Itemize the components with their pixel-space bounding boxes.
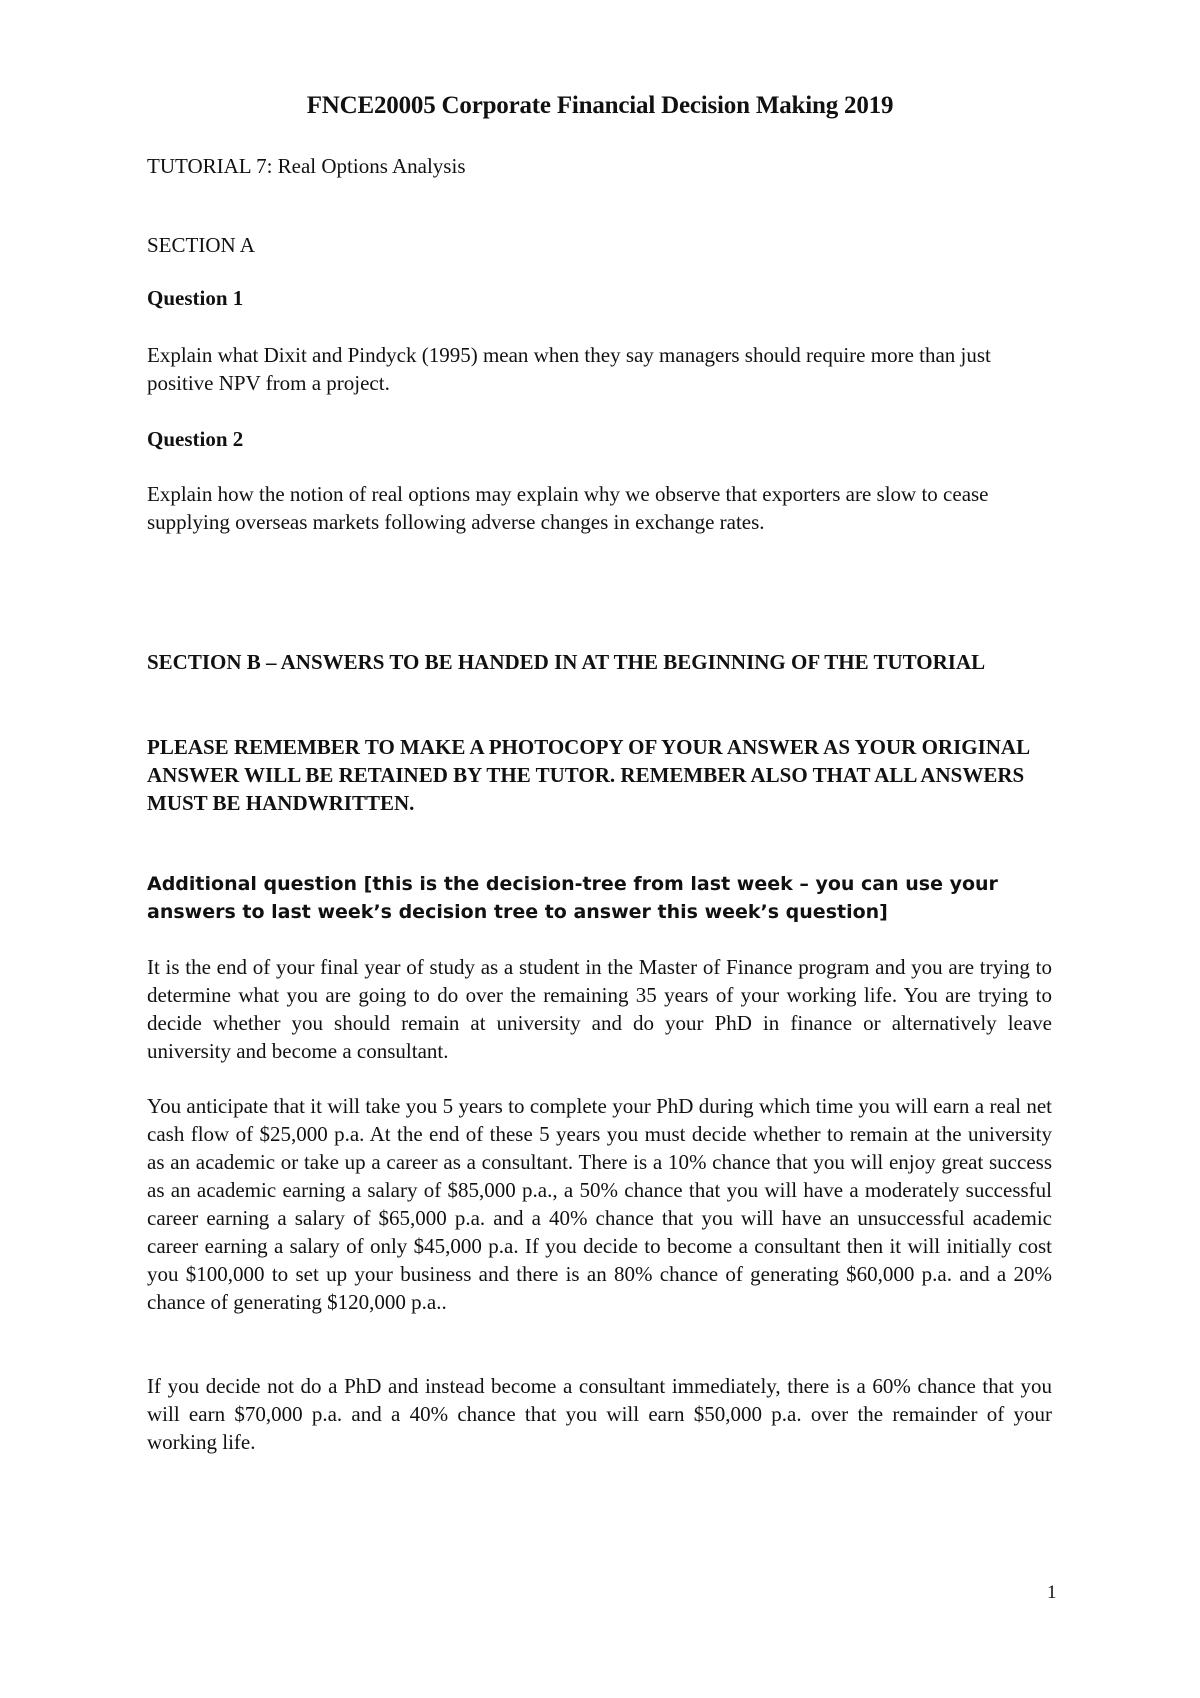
section-b-heading: SECTION B – ANSWERS TO BE HANDED IN AT THE BEGINNING OF THE TUTORIAL [147, 650, 986, 674]
question-2-text: Explain how the notion of real options may explain why we observe that exporters are slow to cease supplying overseas markets following adverse changes in exchange rates. [147, 482, 989, 534]
document-title: FNCE20005 Corporate Financial Decision Making 2019 [306, 92, 894, 119]
question-1-text: Explain what Dixit and Pindyck (1995) mean when they say managers should require more than just positive NPV from a project. [147, 343, 991, 395]
paragraph-consultant-option: If you decide not do a PhD and instead become a consultant immediately, there is a 60% chance that you will earn $70,000 p.a. and a 40% chance that you will earn $50,000 p.a. over the remainder of your working life. [147, 1374, 1052, 1454]
section-a-heading: SECTION A [147, 233, 255, 257]
paragraph-phd-option: You anticipate that it will take you 5 years to complete your PhD during which time you will earn a real net cash flow of $25,000 p.a. At the end of these 5 years you must decide whether to remain at the university as an academic or take up a career as a consultant. There is a 10% chance that you will enjoy great success as an academic earning a salary of $85,000 p.a., a 50% chance that you will have a moderately successful career earning a salary of $65,000 p.a. and a 40% chance that you will have an unsuccessful academic career earning a salary of only $45,000 p.a. If you decide to become a consultant then it will initially cost you $100,000 to set up your business and there is an 80% chance of generating $60,000 p.a. and a 20% chance of generating $120,000 p.a.. [147, 1094, 1052, 1314]
paragraph-scenario: It is the end of your final year of study as a student in the Master of Finance program and you are trying to determine what you are going to do over the remaining 35 years of your working life. You are trying to decide whether you should remain at university and do your PhD in finance or alternatively leave university and become a consultant. [147, 955, 1052, 1063]
question-1-label: Question 1 [147, 286, 244, 310]
question-2-label: Question 2 [147, 427, 244, 451]
additional-question-heading: Additional question [this is the decision-tree from last week – you can use your answers to last week’s decision tree to answer this week’s question] [147, 873, 998, 923]
page-number: 1 [1047, 1582, 1057, 1603]
tutorial-heading: TUTORIAL 7: Real Options Analysis [147, 154, 466, 178]
section-b-notice: PLEASE REMEMBER TO MAKE A PHOTOCOPY OF YOUR ANSWER AS YOUR ORIGINAL ANSWER WILL BE RETAINED BY THE TUTOR. REMEMBER ALSO THAT ALL ANSWERS MUST BE HANDWRITTEN. [147, 735, 1029, 815]
